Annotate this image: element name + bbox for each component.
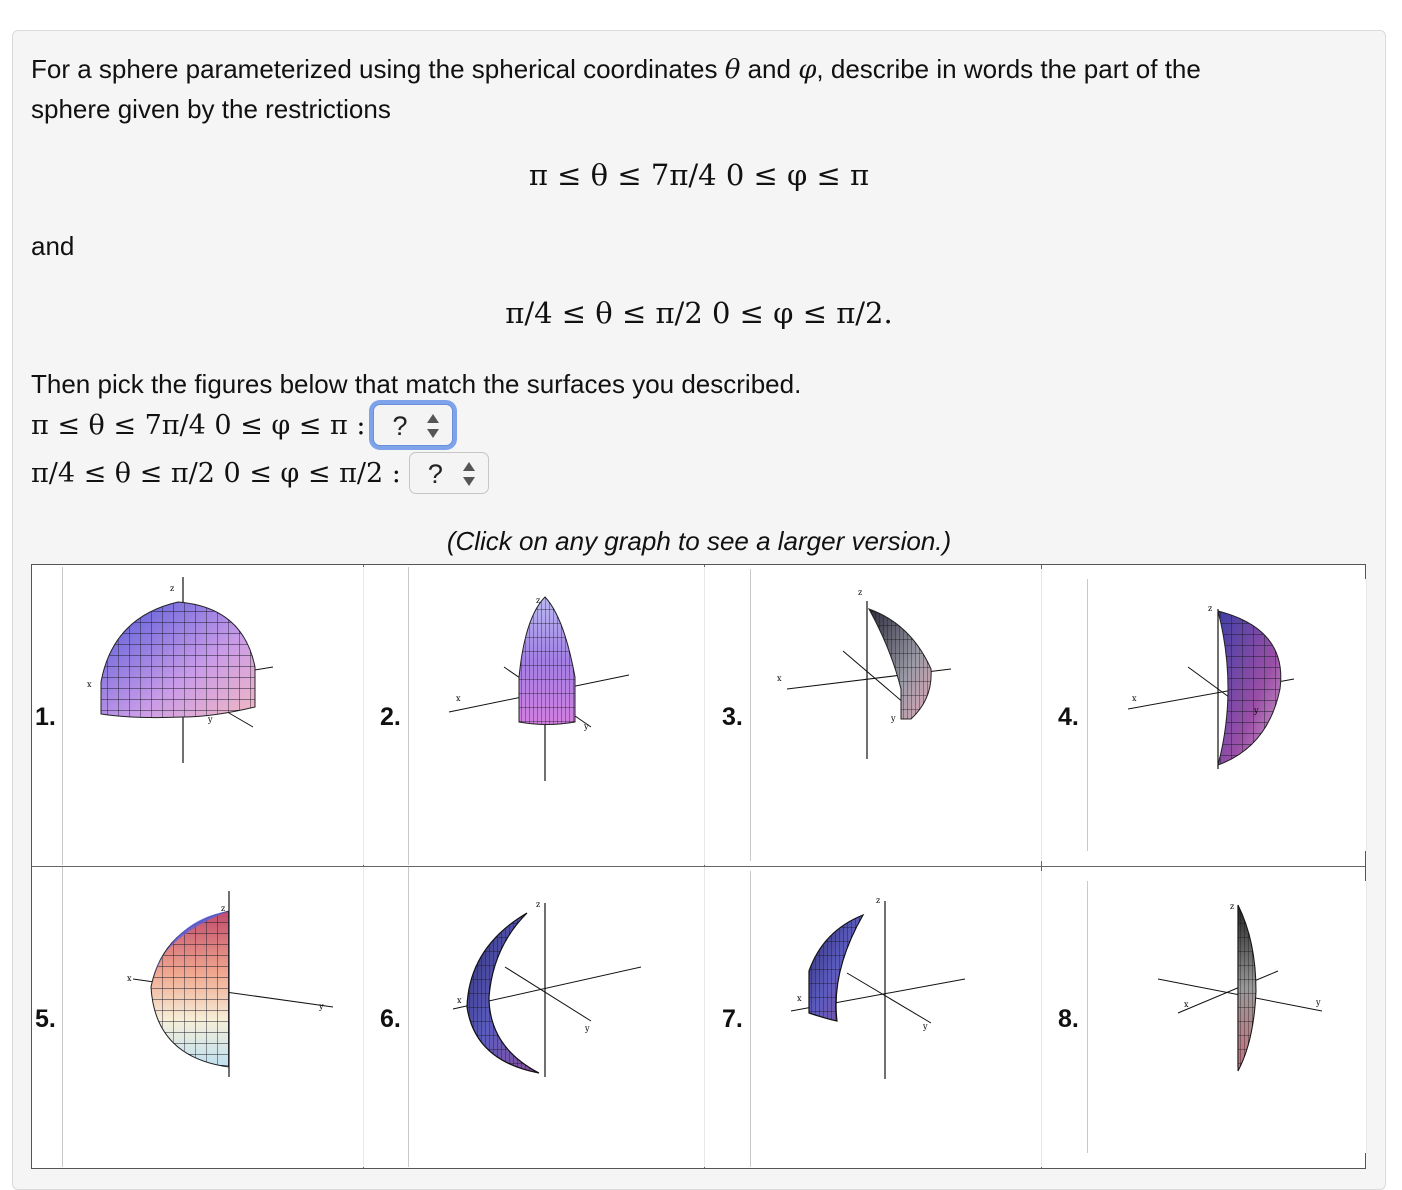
figure-1-thumbnail[interactable] <box>62 567 364 865</box>
figure-cell-6 <box>363 867 704 1169</box>
axis-z-label: z <box>876 896 881 905</box>
instruction-text: Then pick the figures below that match the surfaces you described. <box>31 369 802 399</box>
updown-arrows-icon <box>426 411 440 441</box>
figure-cell-8 <box>1041 867 1366 1169</box>
axis-x-label: x <box>797 994 802 1003</box>
question-text-line2: sphere given by the restrictions <box>31 94 391 124</box>
figure-7-thumbnail[interactable] <box>750 871 1042 1167</box>
and-text: and <box>31 231 75 261</box>
figure-4-thumbnail[interactable] <box>1087 579 1367 851</box>
figure-6-thumbnail[interactable] <box>408 867 705 1167</box>
answer-select-1[interactable]: ? <box>373 404 453 446</box>
figure-number: 3. <box>722 703 743 731</box>
figure-cell-5 <box>32 867 363 1169</box>
question-text-line1: For a sphere parameterized using the spherical coordinates θ and φ, describe in words the part of the <box>31 54 1201 85</box>
figure-cell-1 <box>32 565 363 866</box>
figure-number: 4. <box>1058 703 1079 731</box>
axis-x-label: x <box>777 674 782 683</box>
axis-z-label: z <box>170 584 175 593</box>
axis-z-label: z <box>858 588 863 597</box>
graph-caption: (Click on any graph to see a larger version.) <box>446 526 952 556</box>
figure-grid <box>31 564 1366 1169</box>
axis-y-label: y <box>891 714 896 723</box>
figure-number: 1. <box>35 703 56 731</box>
figure-8-thumbnail[interactable] <box>1087 881 1367 1153</box>
answer-label-2: π/4 ≤ θ ≤ π/2 0 ≤ φ ≤ π/2 : <box>31 457 401 489</box>
axis-z-label: z <box>536 900 541 909</box>
axis-y-label: y <box>208 715 213 724</box>
answer-select-2[interactable]: ? <box>409 452 489 494</box>
axis-z-label: z <box>221 904 226 913</box>
figure-number: 6. <box>380 1005 401 1033</box>
figure-5-thumbnail[interactable] <box>62 867 364 1167</box>
axis-y-label: y <box>1254 706 1259 715</box>
axis-y-label: y <box>585 1024 590 1033</box>
axis-z-label: z <box>536 596 541 605</box>
figure-number: 5. <box>35 1005 56 1033</box>
axis-z-label: z <box>1230 902 1235 911</box>
figure-number: 7. <box>722 1005 743 1033</box>
axis-x-label: x <box>456 694 461 703</box>
figure-cell-7 <box>704 867 1041 1169</box>
restriction-equation-2: π/4 ≤ θ ≤ π/2 0 ≤ φ ≤ π/2. <box>505 296 893 330</box>
axis-x-label: x <box>457 996 462 1005</box>
updown-arrows-icon <box>462 459 476 489</box>
axis-x-label: x <box>1184 1000 1189 1009</box>
figure-2-thumbnail[interactable] <box>408 567 705 865</box>
axis-x-label: x <box>1132 694 1137 703</box>
restriction-equation-1: π ≤ θ ≤ 7π/4 0 ≤ φ ≤ π <box>528 158 870 192</box>
answer-label-1: π ≤ θ ≤ 7π/4 0 ≤ φ ≤ π : <box>31 409 366 441</box>
answer-row-1 <box>31 404 453 446</box>
figure-cell-2 <box>363 565 704 866</box>
axis-y-label: y <box>584 722 589 731</box>
figure-cell-4 <box>1041 565 1366 866</box>
axis-y-label: y <box>1316 998 1321 1007</box>
axis-z-label: z <box>1208 604 1213 613</box>
figure-number: 2. <box>380 703 401 731</box>
figure-cell-3 <box>704 565 1041 866</box>
axis-x-label: x <box>87 680 92 689</box>
figure-3-thumbnail[interactable] <box>750 569 1042 861</box>
answer-row-2 <box>31 452 489 494</box>
axis-y-label: y <box>923 1022 928 1031</box>
figure-number: 8. <box>1058 1005 1079 1033</box>
axis-y-label: y <box>319 1002 324 1011</box>
axis-x-label: x <box>127 974 132 983</box>
